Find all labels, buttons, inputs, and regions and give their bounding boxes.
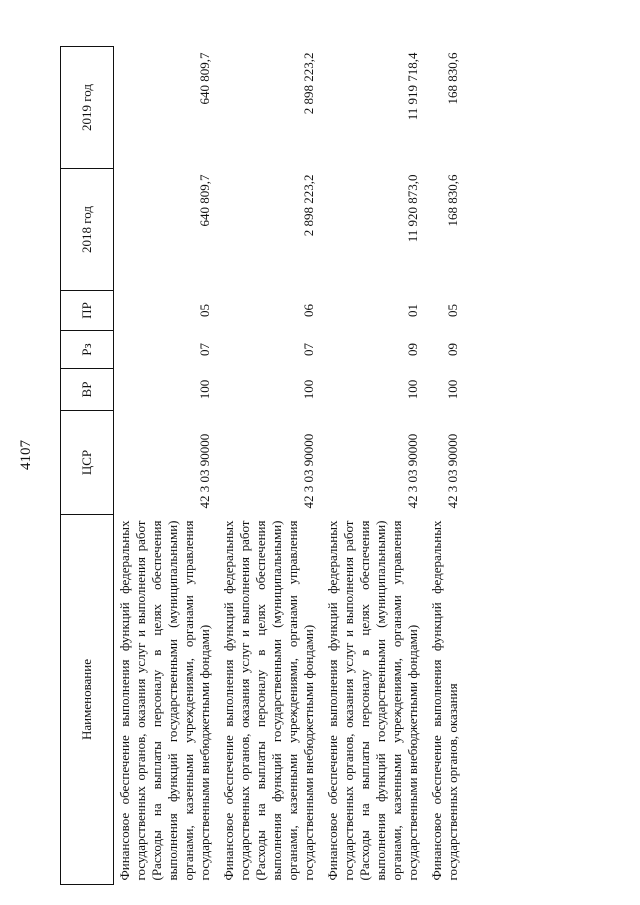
header-name: Наименование [61,515,114,885]
row-vr: 100 [405,379,420,400]
header-2019: 2019 год [61,47,114,169]
row-2018: 168 830,6 [445,174,460,227]
row-csr: 42 3 03 90000 [405,433,420,509]
row-vr: 100 [301,379,316,400]
row-pr: 05 [445,304,460,317]
table-row [426,47,466,885]
row-2018: 640 809,7 [197,174,212,227]
row-2018: 11 920 873,0 [405,174,420,243]
row-name: Финансовое обеспечение выполнения функций федеральных государственных органов, оказания услуг и выполнения работ (Расходы на выплаты персоналу в целях обеспечения выполнения функций государственными (муниципальными) органами, казенными учреждениями, органами управления государственными внебюджетными фондами) [117,520,212,881]
row-csr: 42 3 03 90000 [197,433,212,509]
row-2018: 2 898 223,2 [301,174,316,237]
table-header-row [61,47,114,885]
row-csr: 42 3 03 90000 [301,433,316,509]
row-2019: 11 919 718,4 [405,52,420,121]
row-name: Финансовое обеспечение выполнения функций федеральных государственных органов, оказания услуг и выполнения работ (Расходы на выплаты персоналу в целях обеспечения выполнения функций государственными (муниципальными) органами, казенными учреждениями, органами управления государственными внебюджетными фондами) [325,520,420,881]
row-name: Финансовое обеспечение выполнения функций федеральных государственных органов, оказания [429,520,460,881]
header-pr: ПР [61,291,114,331]
table-row [218,47,322,885]
row-2019: 168 830,6 [445,52,460,105]
table-row [322,47,426,885]
row-pr: 06 [301,304,316,317]
row-pr: 01 [405,304,420,317]
row-name: Финансовое обеспечение выполнения функций федеральных государственных органов, оказания услуг и выполнения работ (Расходы на выплаты персоналу в целях обеспечения выполнения функций государственными (муниципальными) органами, казенными учреждениями, органами управления государственными внебюджетными фондами) [221,520,316,881]
row-vr: 100 [445,379,460,400]
row-rz: 09 [405,343,420,356]
row-vr: 100 [197,379,212,400]
budget-table [60,46,466,885]
row-2019: 640 809,7 [197,52,212,105]
header-csr: ЦСР [61,411,114,515]
header-rz: Рз [61,331,114,369]
header-vr: ВР [61,369,114,411]
header-2018: 2018 год [61,169,114,291]
row-rz: 07 [197,343,212,356]
row-rz: 07 [301,343,316,356]
table-row [114,47,219,885]
row-rz: 09 [445,343,460,356]
row-pr: 05 [197,304,212,317]
row-2019: 2 898 223,2 [301,52,316,115]
row-csr: 42 3 03 90000 [445,433,460,509]
page-number: 4107 [18,440,34,470]
